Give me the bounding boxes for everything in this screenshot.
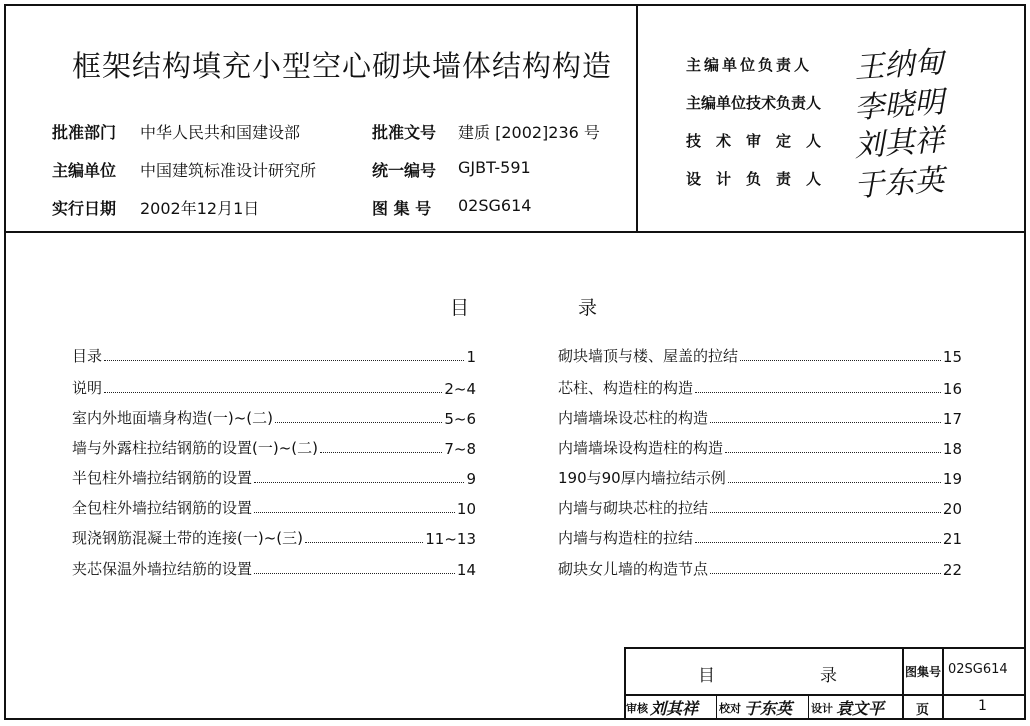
toc-item-text: 夹芯保温外墙拉结筋的设置 [72, 560, 253, 578]
design-label: 设计 [811, 702, 833, 715]
editor: 中国建筑标准设计研究所 [140, 161, 317, 180]
editor-label: 主编单位 [52, 161, 117, 180]
toc-item-page: 10 [456, 500, 476, 518]
document-title: 框架结构填充小型空心砌块墙体结构构造 [72, 49, 613, 83]
toc-item-page: 16 [942, 380, 962, 398]
toc-leader [710, 573, 941, 574]
toc-leader [725, 452, 941, 453]
design-head-label: 设计负责人 [686, 170, 837, 188]
toc-item-text: 内墙墙垛设构造柱的构造 [558, 439, 724, 457]
toc-leader [728, 482, 941, 483]
toc-item [72, 559, 476, 579]
toc-leader [104, 392, 442, 393]
approval-doc-label: 批准文号 [372, 123, 437, 142]
title-block-atlas-no: 02SG614 [948, 662, 1008, 677]
toc-leader [695, 542, 941, 543]
toc-leader [320, 452, 442, 453]
toc-item-page: 22 [942, 561, 962, 579]
toc-item-text: 半包柱外墙拉结钢筋的设置 [72, 469, 253, 487]
toc-item [558, 438, 962, 458]
toc-title-right: 录 [578, 297, 598, 319]
toc-title-left: 目 [450, 297, 470, 319]
effective-label: 实行日期 [52, 199, 117, 218]
toc-item [558, 378, 962, 398]
toc-item [72, 468, 476, 488]
toc-item [72, 528, 476, 548]
toc-item [558, 559, 962, 579]
toc-item-text: 目录 [72, 347, 103, 365]
review-label: 审核 [626, 702, 648, 715]
toc-item-text: 全包柱外墙拉结钢筋的设置 [72, 499, 253, 517]
title-block-name-left: 目 [698, 666, 715, 686]
toc-item-page: 5~6 [444, 410, 476, 428]
toc-item-page: 19 [942, 470, 962, 488]
toc-item [72, 408, 476, 428]
header-vertical-divider [636, 6, 638, 232]
design-signature: 袁文平 [836, 699, 885, 718]
toc-item-page: 20 [942, 500, 962, 518]
toc-item-page: 7~8 [444, 440, 476, 458]
effective-date: 2002年12月1日 [140, 199, 260, 218]
toc-item-text: 190与90厚内墙拉结示例 [558, 469, 726, 487]
toc-item-page: 15 [942, 348, 962, 366]
toc-item-text: 现浇钢筋混凝土带的连接(一)~(三) [72, 529, 303, 547]
toc-leader [254, 573, 455, 574]
toc-item-text: 砌块女儿墙的构造节点 [558, 560, 709, 578]
atlas-no: 02SG614 [458, 196, 532, 215]
page-number: 1 [978, 698, 987, 714]
toc-leader [710, 512, 941, 513]
toc-item-page: 17 [942, 410, 962, 428]
toc-item-text: 墙与外露柱拉结钢筋的设置(一)~(二) [72, 439, 318, 457]
toc-leader [254, 512, 455, 513]
chief-unit-tech-head-label: 主编单位技术负责人 [686, 94, 822, 112]
tech-review-label: 技术审定人 [686, 132, 837, 150]
check-signature: 于东英 [744, 699, 793, 718]
toc-item-page: 11~13 [425, 530, 476, 548]
atlas-no-label: 图 集 号 [372, 199, 432, 218]
toc-item [72, 498, 476, 518]
drawing-sheet [4, 4, 1026, 720]
design-head-signature: 于东英 [853, 162, 946, 205]
approval-dept-label: 批准部门 [52, 123, 117, 142]
header-divider [6, 231, 1024, 233]
chief-unit-tech-head-signature: 李晓明 [853, 84, 946, 127]
toc-item-page: 14 [456, 561, 476, 579]
toc-leader [305, 542, 423, 543]
chief-unit-head-label: 主编单位负责人 [686, 56, 813, 74]
title-block [624, 647, 1024, 718]
tech-review-signature: 刘其祥 [853, 122, 946, 165]
toc-item [558, 468, 962, 488]
title-block-name-right: 录 [820, 666, 837, 686]
toc-item-text: 说明 [72, 379, 103, 397]
chief-unit-head-signature: 王纳甸 [853, 44, 946, 87]
toc-item [558, 498, 962, 518]
toc-item-text: 内墙与砌块芯柱的拉结 [558, 499, 709, 517]
toc-item-text: 内墙与构造柱的拉结 [558, 529, 694, 547]
toc-leader [104, 360, 464, 361]
toc-item [558, 346, 962, 366]
approval-dept: 中华人民共和国建设部 [140, 123, 301, 142]
toc-item [558, 408, 962, 428]
toc-item-text: 内墙墙垛设芯柱的构造 [558, 409, 709, 427]
toc-item-page: 9 [466, 470, 476, 488]
toc-item-page: 21 [942, 530, 962, 548]
approval-doc: 建质 [2002]236 号 [458, 123, 600, 142]
toc-item-text: 砌块墙顶与楼、屋盖的拉结 [558, 347, 739, 365]
toc-item [72, 378, 476, 398]
check-label: 校对 [719, 702, 741, 715]
toc-leader [710, 422, 941, 423]
toc-leader [740, 360, 941, 361]
page-label: 页 [916, 703, 930, 718]
toc-item-page: 2~4 [444, 380, 476, 398]
toc-leader [254, 482, 464, 483]
unified-no-label: 统一编号 [372, 161, 437, 180]
review-signature: 刘其祥 [650, 699, 699, 718]
unified-no: GJBT-591 [458, 158, 531, 177]
toc-item-page: 18 [942, 440, 962, 458]
title-block-atlas-label: 图集号 [905, 665, 942, 679]
toc-leader [275, 422, 442, 423]
toc-leader [695, 392, 941, 393]
toc-item [558, 528, 962, 548]
toc-item-text: 芯柱、构造柱的构造 [558, 379, 694, 397]
toc-item-page: 1 [466, 348, 476, 366]
toc-item-text: 室内外地面墙身构造(一)~(二) [72, 409, 273, 427]
toc-item [72, 346, 476, 366]
toc-item [72, 438, 476, 458]
